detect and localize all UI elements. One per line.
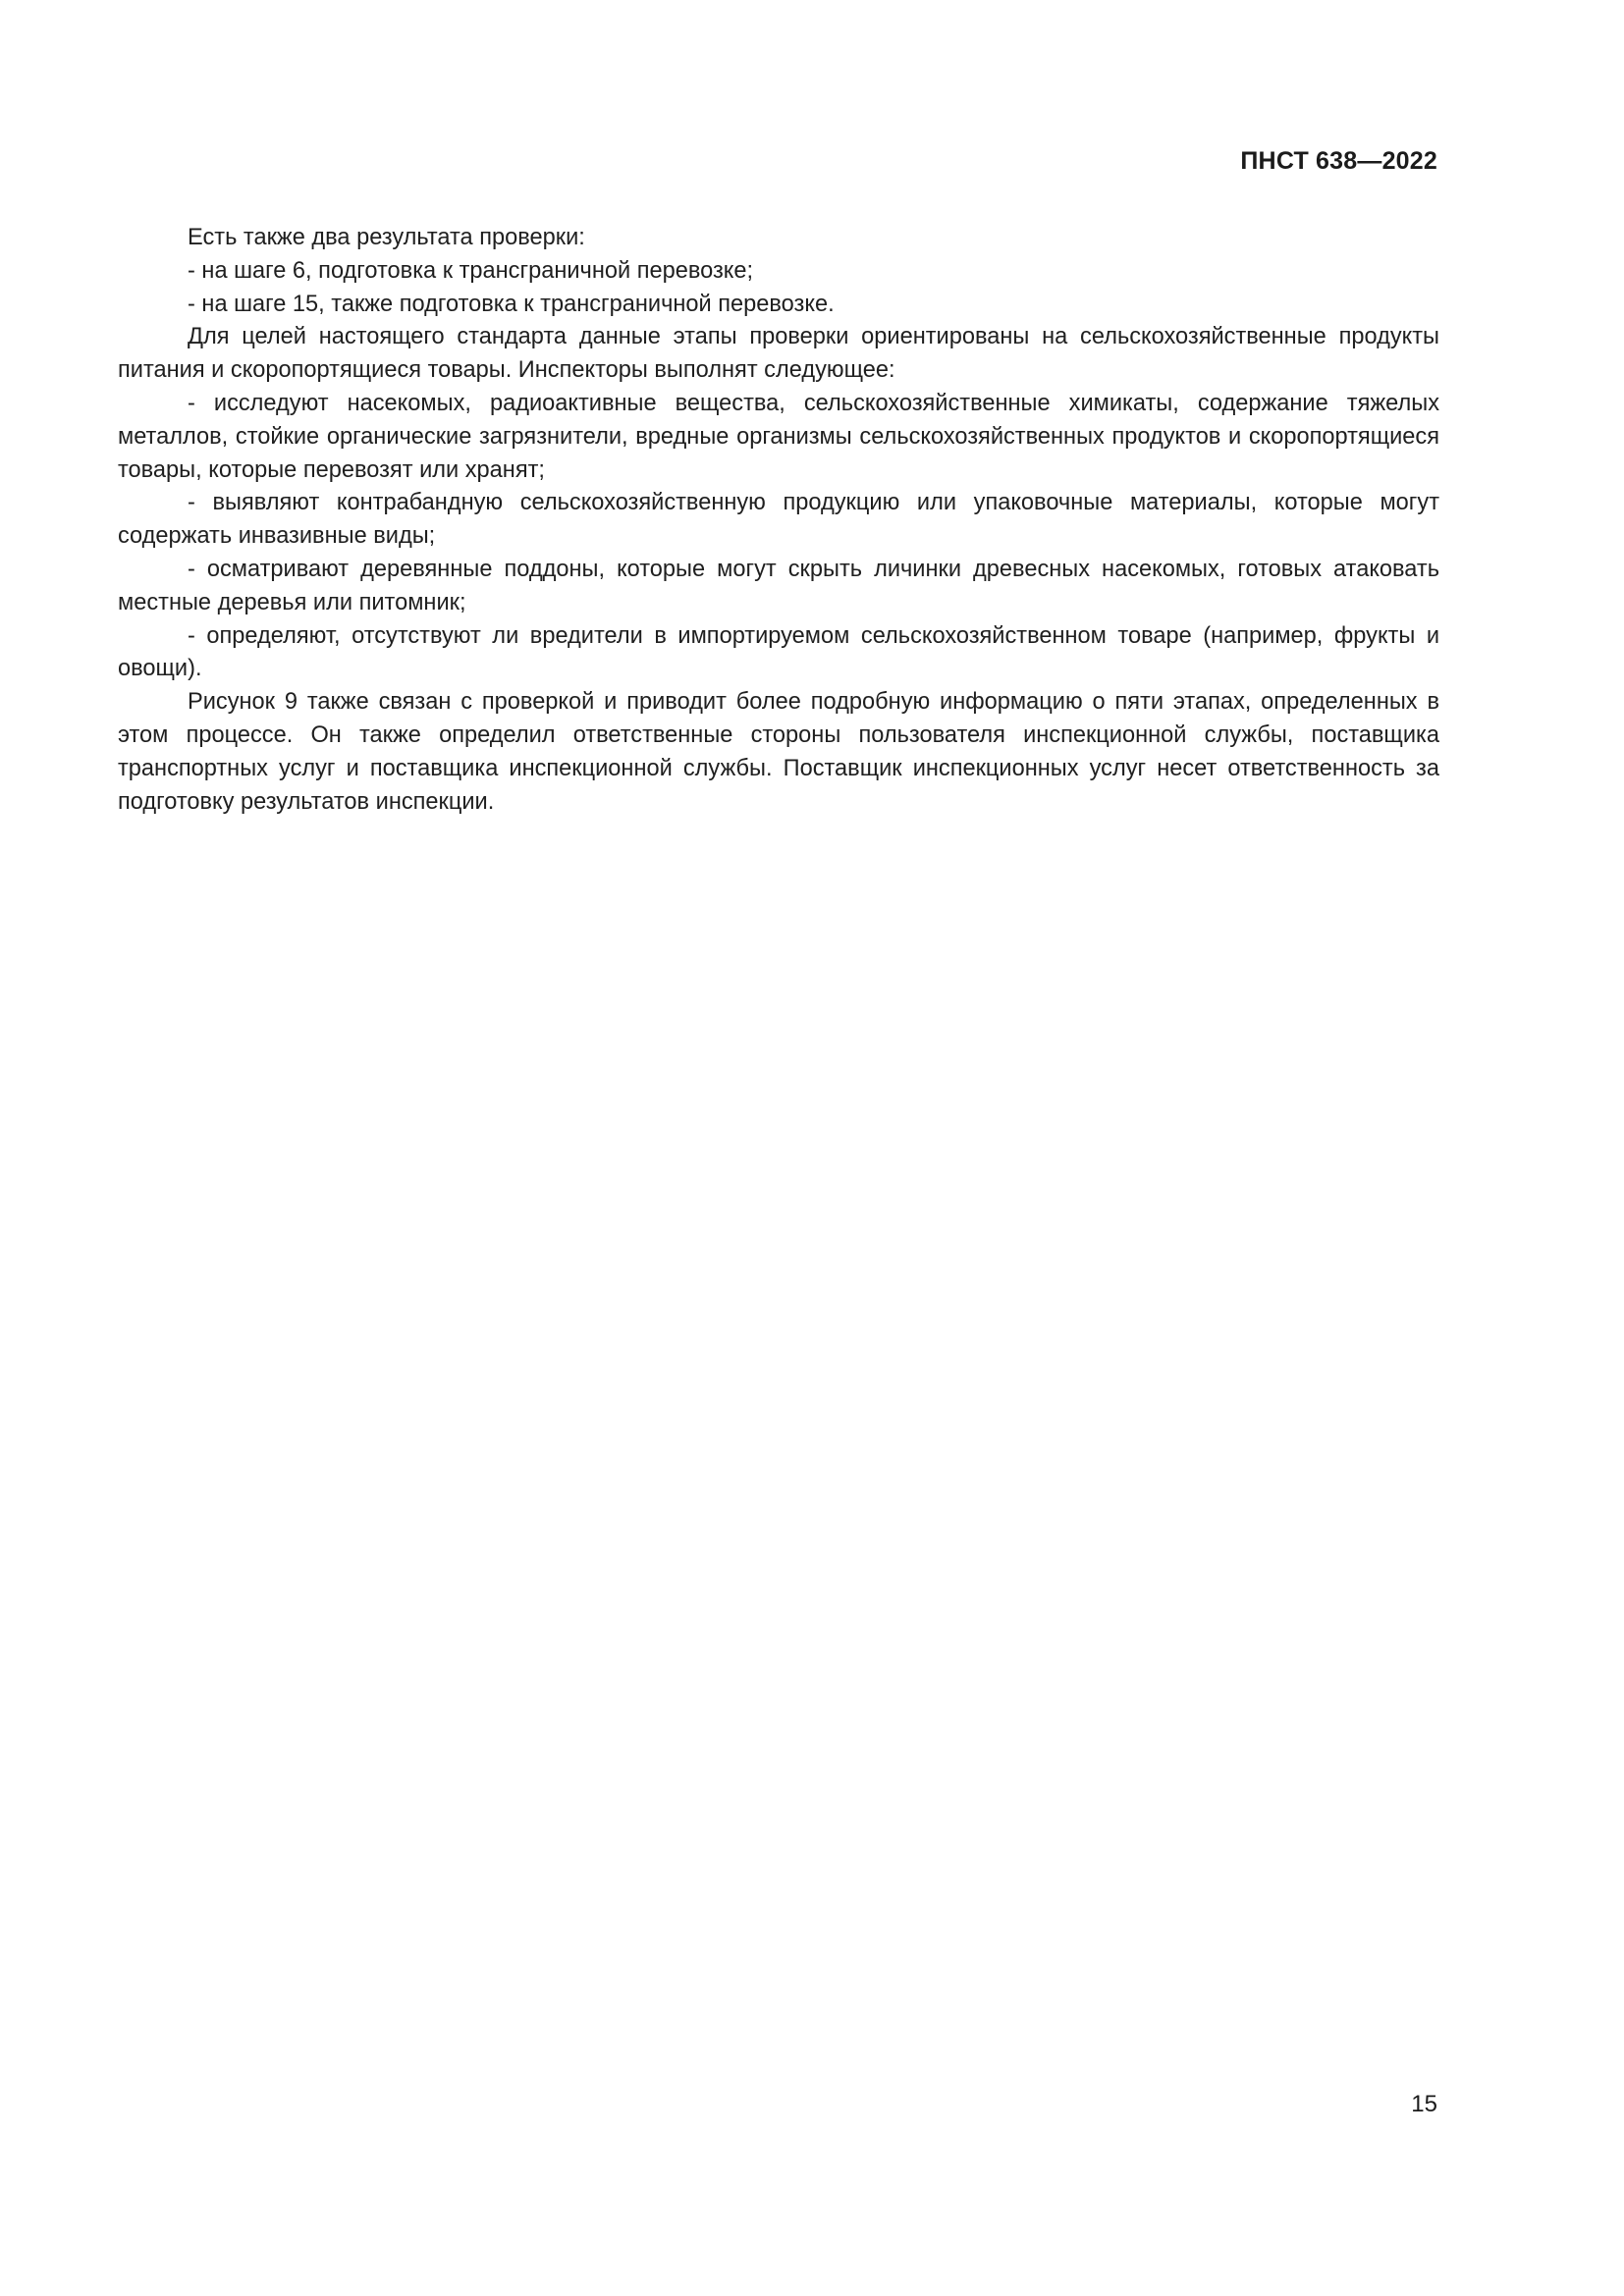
stages-paragraph: Для целей настоящего стандарта данные этапы проверки ориентированы на сельскохозяйственные продукты питания и скоропортящиеся товары. Инспекторы выполнят следующее: <box>118 324 1439 384</box>
inspector-task-item: - исследуют насекомых, радиоактивные вещества, сельскохозяйственные химикаты, содержание тяжелых металлов, стойкие органические загрязнители, вредные организмы сельскохозяйственных продуктов и скоропортящиеся товары, которые перевозят или хранят; <box>118 390 1439 483</box>
figure-reference-paragraph: Рисунок 9 также связан с проверкой и приводит более подробную информацию о пяти этапах, определенных в этом процессе. Он также определил ответственные стороны пользователя инспекционной службы, поставщика транспортных услуг и поставщика инспекционной службы. Поставщик инспекционных услуг несет ответственность за подготовку результатов инспекции. <box>118 689 1439 815</box>
result-item: - на шаге 15, также подготовка к трансграничной перевозке. <box>188 291 835 317</box>
document-code: ПНСТ 638—2022 <box>1240 147 1437 175</box>
page-number: 15 <box>1411 2091 1437 2117</box>
inspector-task-item: - определяют, отсутствуют ли вредители в импортируемом сельскохозяйственном товаре (например, фрукты и овощи). <box>118 622 1439 682</box>
inspector-task-item: - выявляют контрабандную сельскохозяйственную продукцию или упаковочные материалы, которые могут содержать инвазивные виды; <box>118 490 1439 550</box>
document-body <box>118 222 1439 819</box>
result-item: - на шаге 6, подготовка к трансграничной перевозке; <box>188 257 754 284</box>
results-intro-paragraph: Есть также два результата проверки: <box>188 225 585 250</box>
inspector-task-item: - осматривают деревянные поддоны, которые могут скрыть личинки древесных насекомых, готовых атаковать местные деревья или питомник; <box>118 556 1439 615</box>
